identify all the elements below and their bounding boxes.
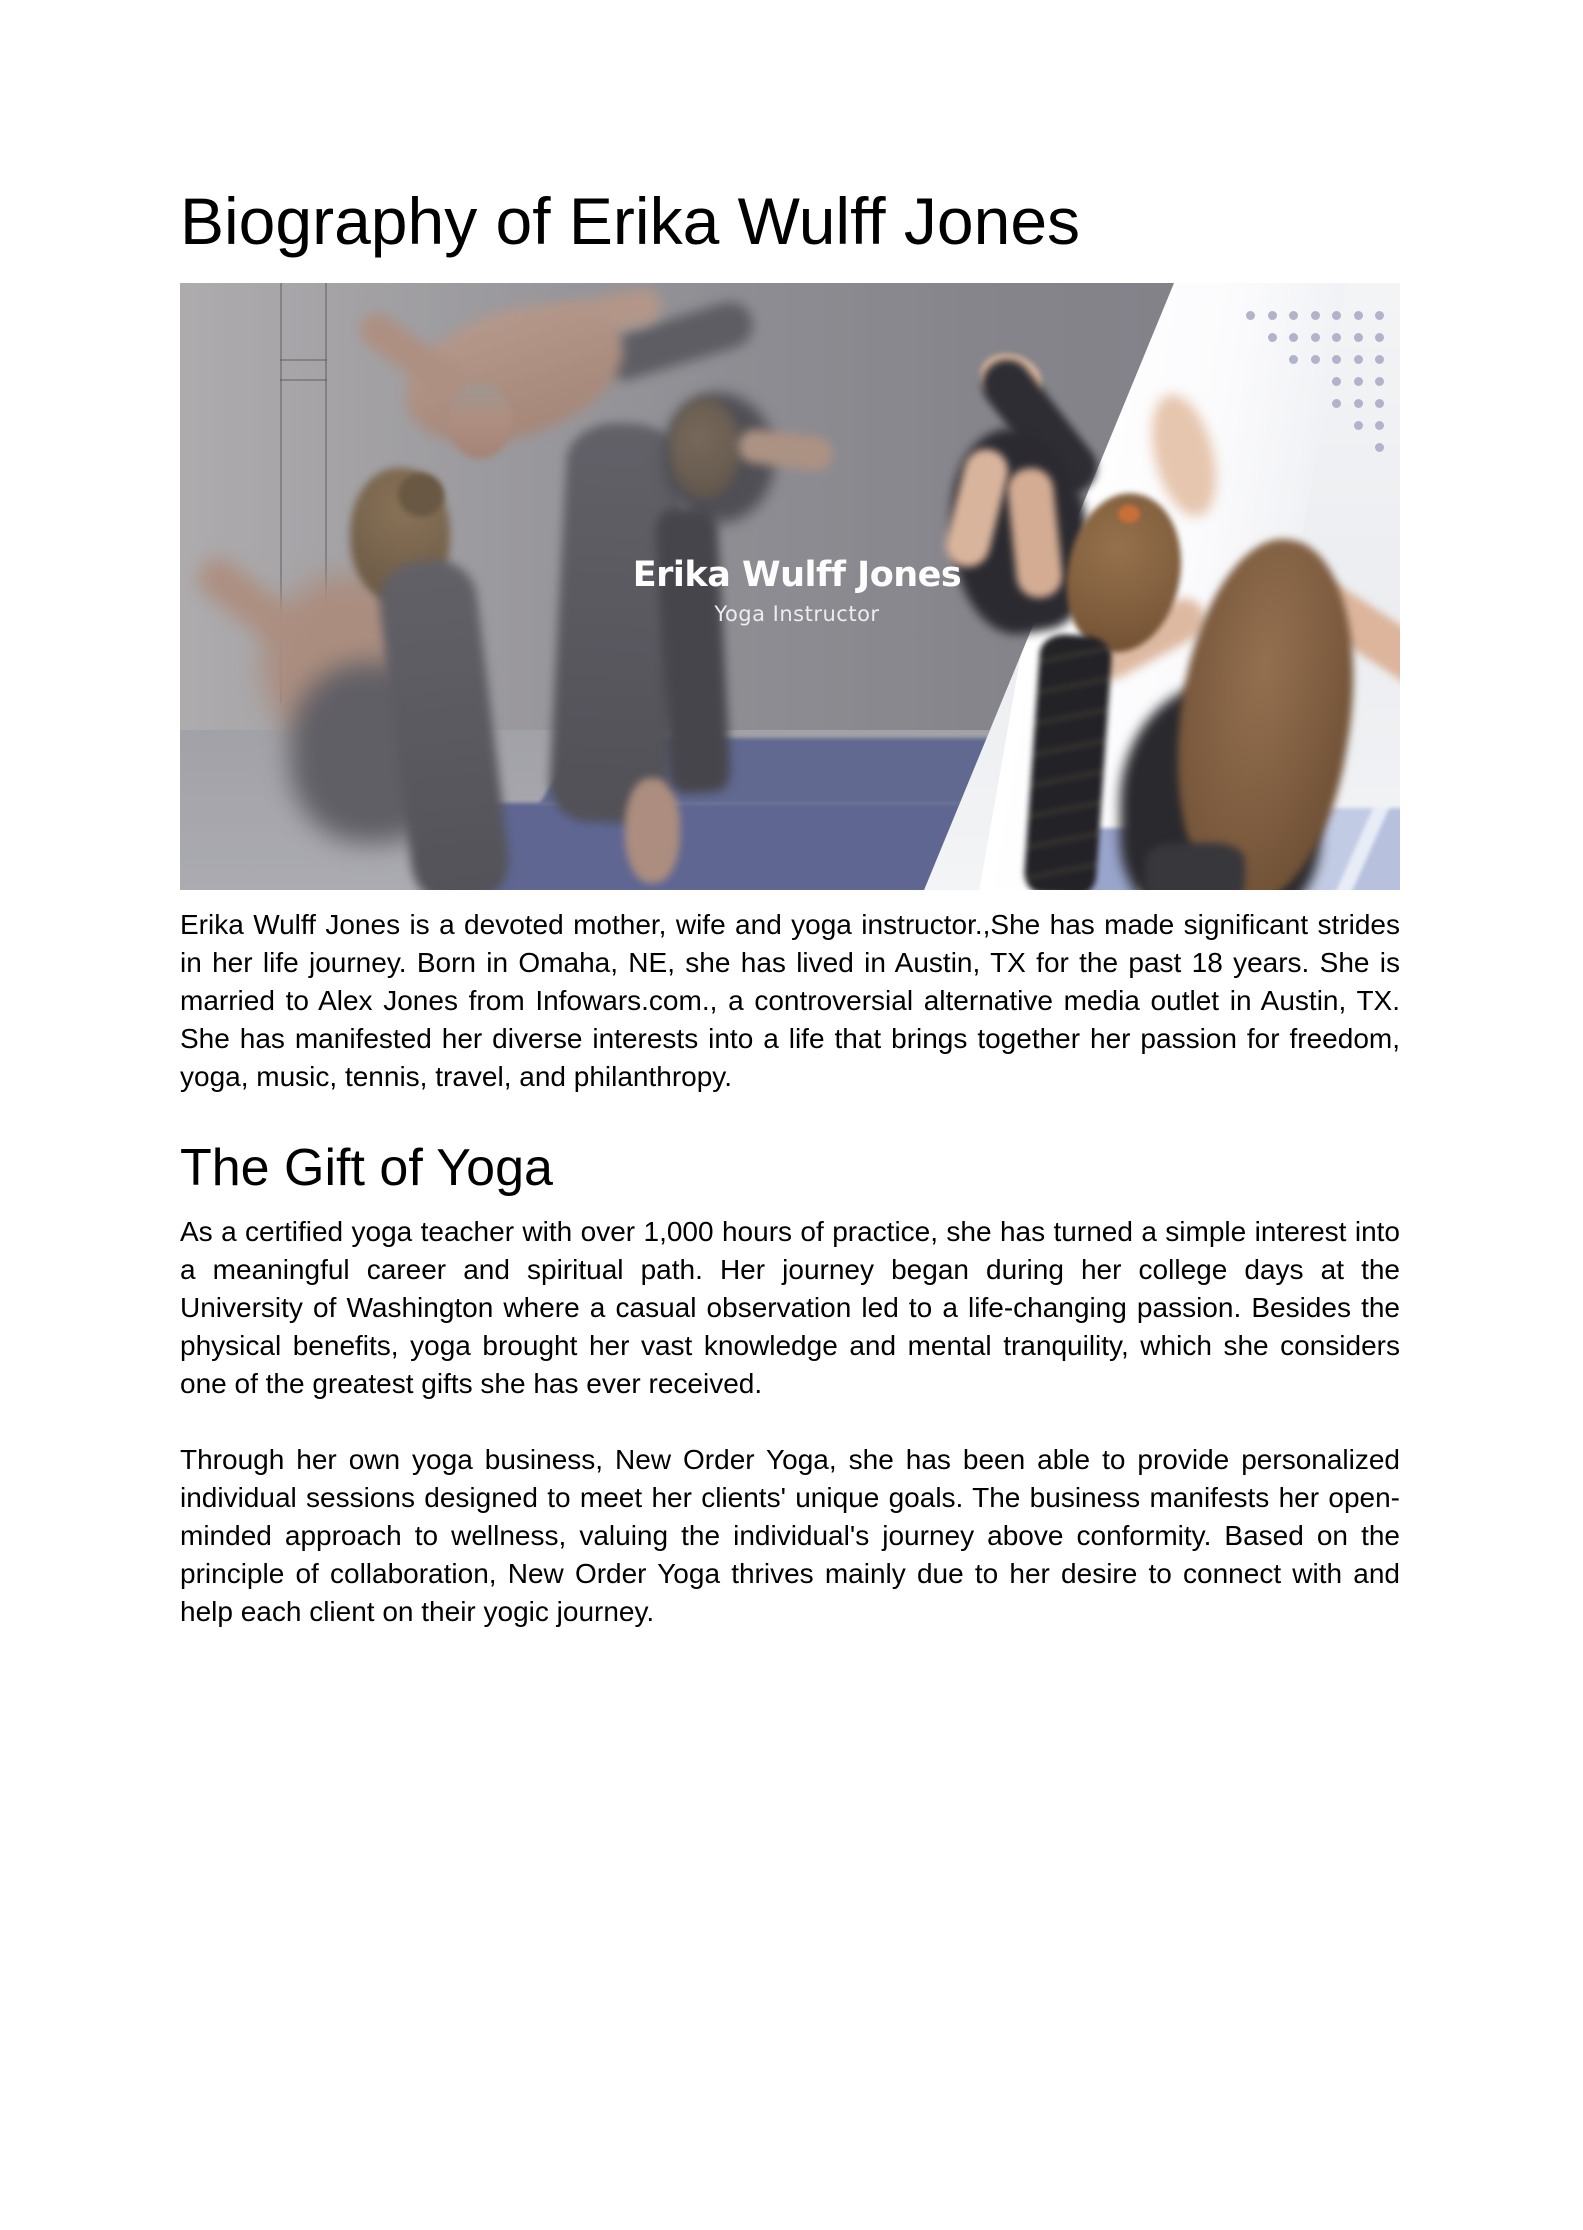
hero-image xyxy=(180,283,1400,890)
dots-pattern-decoration xyxy=(1234,311,1385,465)
section-heading-gift-of-yoga: The Gift of Yoga xyxy=(180,1139,553,1197)
hero-caption-role: Yoga Instructor xyxy=(714,602,880,626)
gift-paragraph-2: Through her own yoga business, New Order Yoga, she has been able to provide personalized individual sessions designed to meet her clients' unique goals. The business manifests her open-minded approach to wellness, valuing the individual's journey above conformity. Based on the principle of collaboration, New Order Yoga thrives mainly due to her desire to connect with and help each client on their yogic journey. xyxy=(180,1444,1400,1627)
hero-caption-name: Erika Wulff Jones xyxy=(632,555,962,595)
photo-bending-woman-leg xyxy=(1145,843,1245,890)
document-title: Biography of Erika Wulff Jones xyxy=(180,184,1081,258)
gift-paragraph-1: As a certified yoga teacher with over 1,000 hours of practice, she has turned a simple interest into a meaningful career and spiritual path. Her journey began during her college days at the University of Washington where a casual observation led to a life-changing passion. Besides the physical benefits, yoga brought her vast knowledge and mental tranquility, which she considers one of the greatest gifts she has ever received. xyxy=(180,1216,1400,1399)
hero-caption xyxy=(180,555,1400,626)
intro-paragraph: Erika Wulff Jones is a devoted mother, wife and yoga instructor.,She has made significant strides in her life journey. Born in Omaha, NE, she has lived in Austin, TX for the past 18 years. She is married to Alex Jones from Infowars.com., a controversial alternative media outlet in Austin, TX. She has manifested her diverse interests into a life that brings together her passion for freedom, yoga, music, tennis, travel, and philanthropy. xyxy=(180,909,1400,1092)
photo-split-woman-hair-tie xyxy=(1118,505,1140,523)
document-page xyxy=(180,182,1400,1631)
